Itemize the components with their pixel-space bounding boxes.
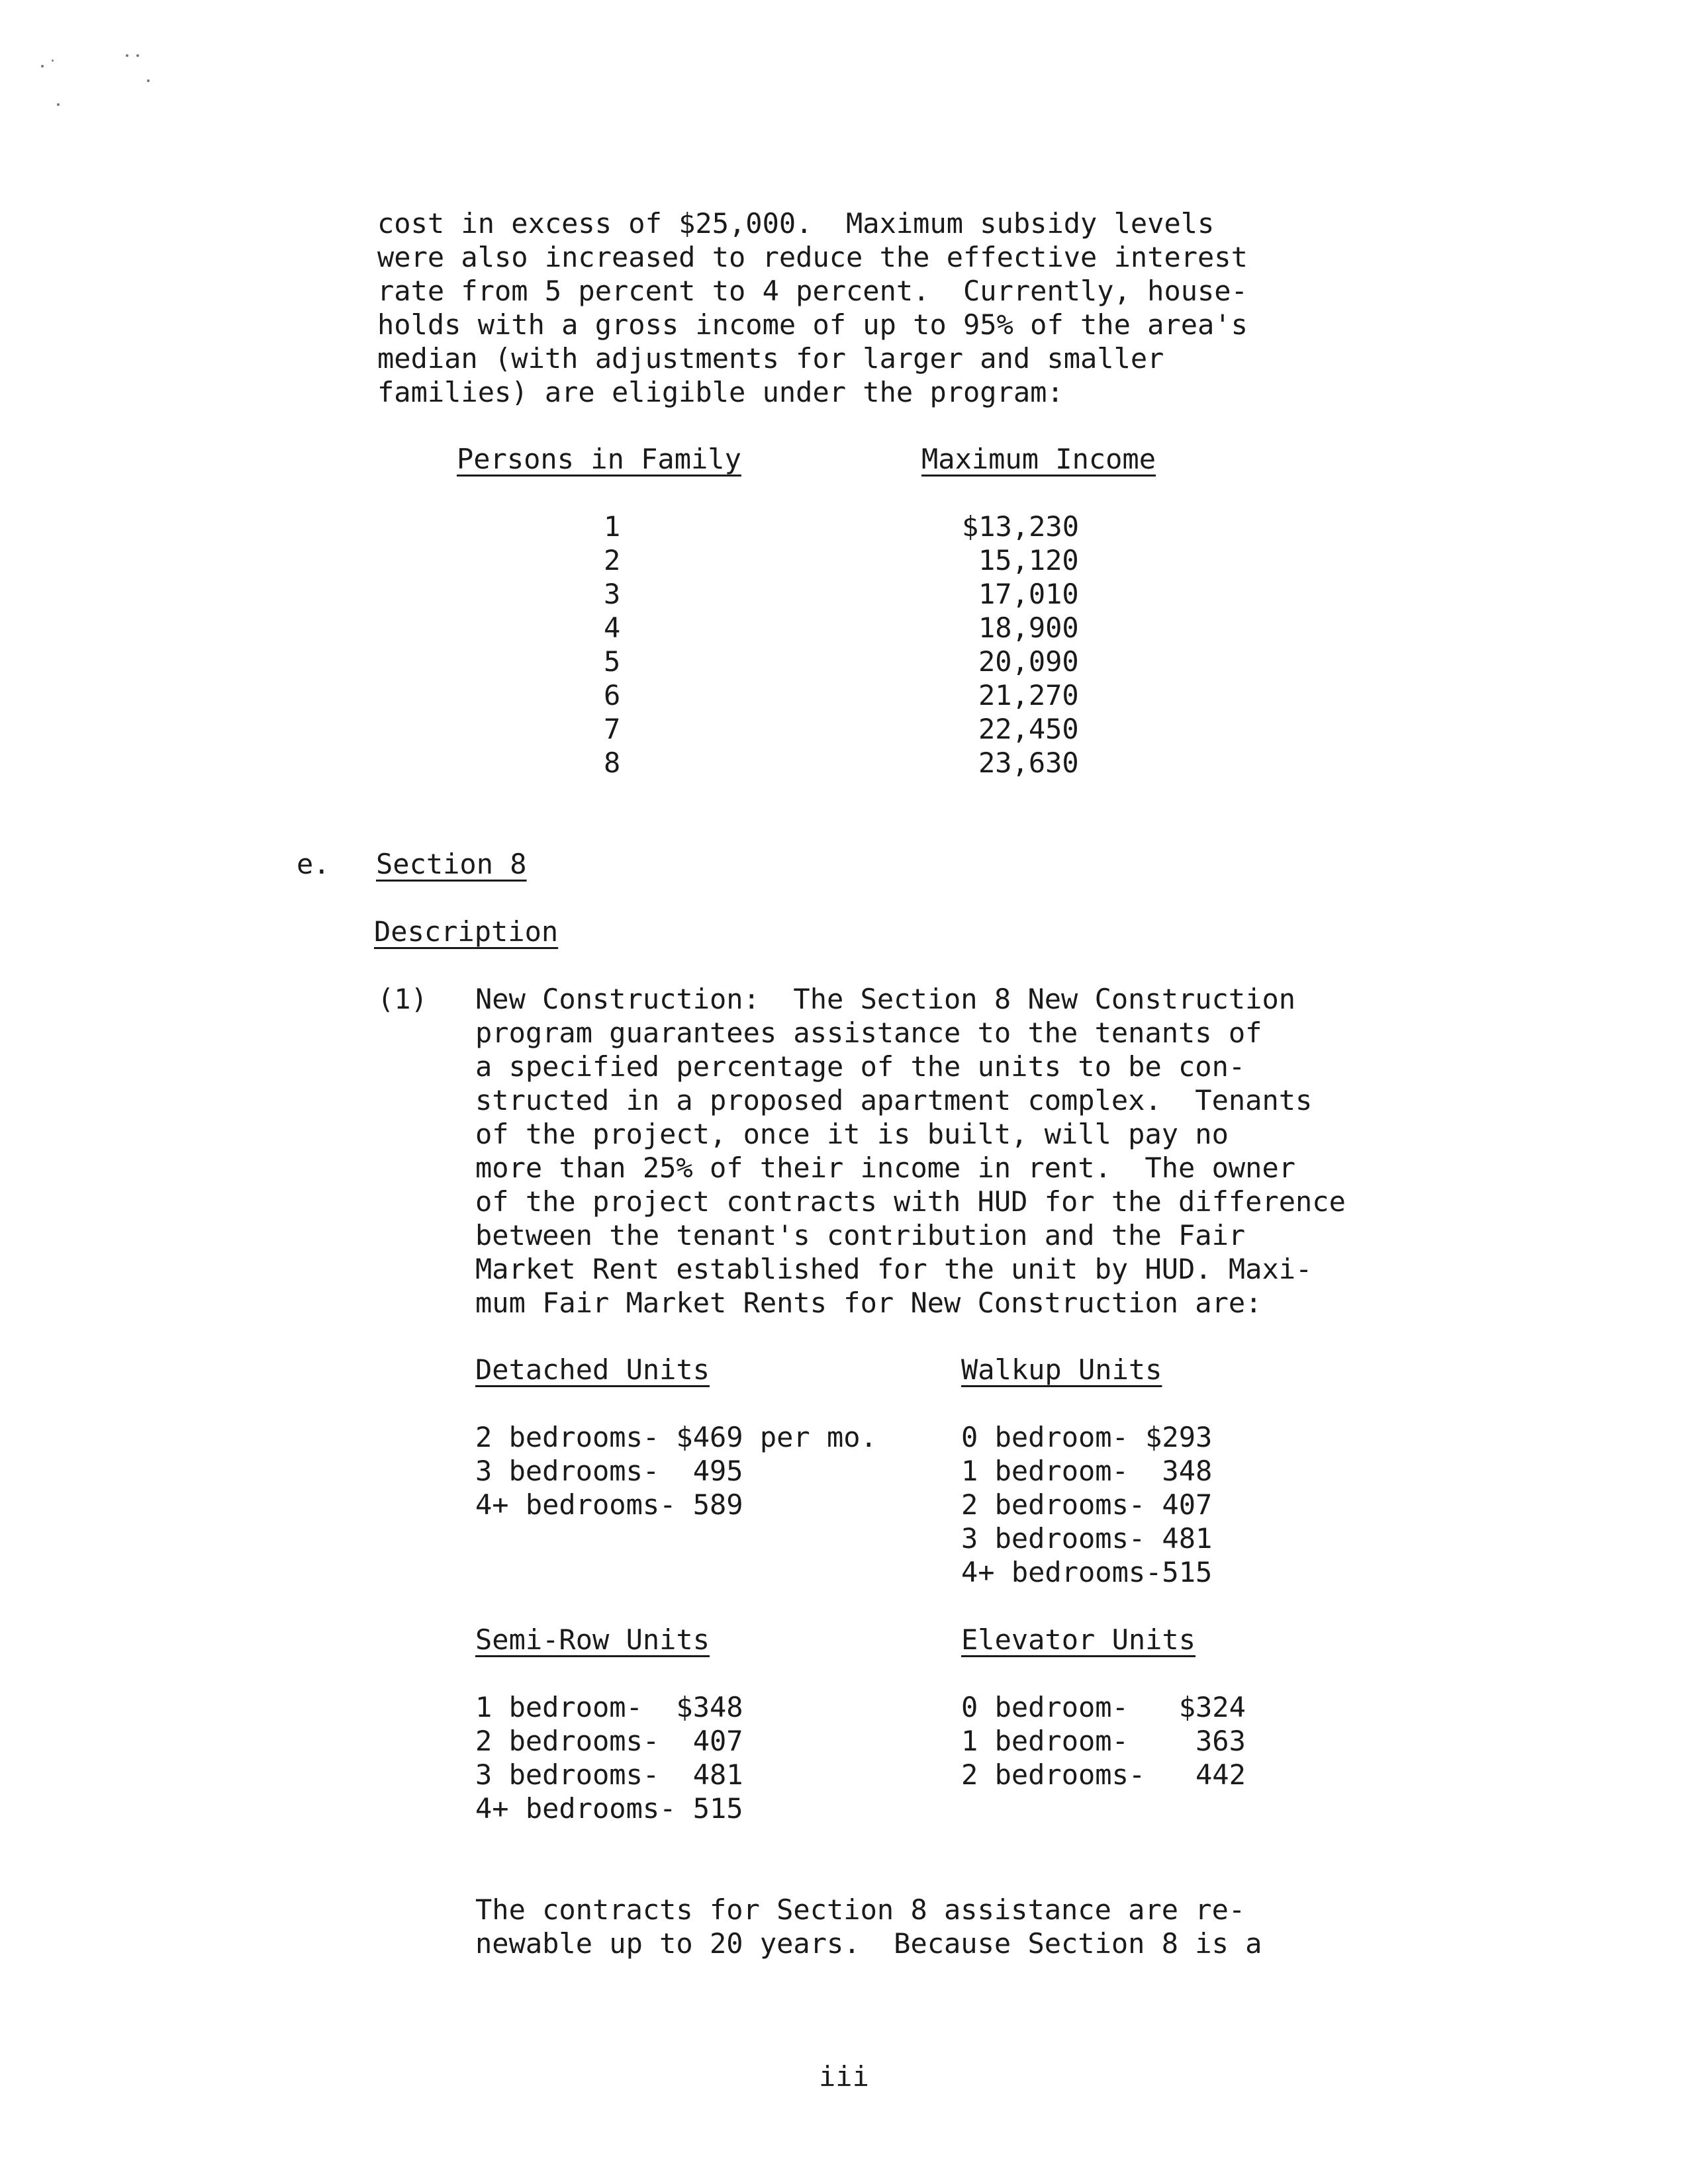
semi-row-units-heading: Semi-Row Units: [475, 1623, 710, 1656]
scan-speck: [41, 65, 44, 68]
walkup-rent-line: 0 bedroom- $293: [961, 1421, 1213, 1453]
elevator-rent-line: 0 bedroom- $324: [961, 1691, 1246, 1723]
scan-speck: [52, 60, 54, 62]
detached-rent-line: 2 bedrooms- $469 per mo.: [475, 1421, 877, 1453]
semi-row-rent-line: 1 bedroom- $348: [475, 1691, 743, 1723]
closing-line: The contracts for Section 8 assistance are re-: [475, 1893, 1246, 1926]
semi-row-rent-line: 3 bedrooms- 481: [475, 1758, 743, 1791]
income-cell: 15,120: [978, 544, 1079, 576]
detached-units-heading: Detached Units: [475, 1353, 710, 1386]
intro-line: median (with adjustments for larger and smaller: [377, 342, 1164, 375]
section-title: Section 8: [376, 848, 527, 880]
walkup-rent-line: 3 bedrooms- 481: [961, 1522, 1213, 1555]
persons-cell: 5: [604, 645, 621, 678]
income-cell: 17,010: [978, 578, 1079, 610]
intro-line: families) are eligible under the program:: [377, 376, 1064, 408]
income-cell: 20,090: [978, 645, 1079, 678]
item-line: program guarantees assistance to the tenants of: [475, 1017, 1262, 1049]
scan-speck: [147, 79, 150, 82]
persons-cell: 3: [604, 578, 621, 610]
item-marker: (1): [377, 983, 428, 1015]
scan-speck: [57, 103, 60, 106]
elevator-rent-line: 1 bedroom- 363: [961, 1725, 1246, 1757]
item-line: mum Fair Market Rents for New Construction are:: [475, 1287, 1262, 1319]
description-heading: Description: [374, 915, 559, 948]
income-cell: 21,270: [978, 679, 1079, 711]
section-marker: e.: [297, 848, 330, 880]
income-cell: 18,900: [978, 612, 1079, 644]
persons-cell: 6: [604, 679, 621, 711]
persons-cell: 8: [604, 747, 621, 779]
page-number: iii: [819, 2060, 869, 2093]
semi-row-rent-line: 2 bedrooms- 407: [475, 1725, 743, 1757]
maximum-income-header: Maximum Income: [921, 443, 1156, 475]
income-cell: $13,230: [962, 510, 1080, 543]
item-line: of the project contracts with HUD for the difference: [475, 1185, 1346, 1218]
item-line: New Construction: The Section 8 New Construction: [475, 983, 1296, 1015]
persons-cell: 2: [604, 544, 621, 576]
item-line: structed in a proposed apartment complex. Tenants: [475, 1084, 1313, 1116]
persons-cell: 7: [604, 713, 621, 745]
intro-line: cost in excess of $25,000. Maximum subsidy levels: [377, 207, 1215, 240]
detached-rent-line: 3 bedrooms- 495: [475, 1455, 743, 1487]
closing-line: newable up to 20 years. Because Section 8 is a: [475, 1927, 1262, 1960]
item-line: a specified percentage of the units to be con-: [475, 1050, 1246, 1083]
item-line: between the tenant's contribution and the Fair: [475, 1219, 1246, 1251]
walkup-rent-line: 1 bedroom- 348: [961, 1455, 1213, 1487]
scan-speck: [126, 54, 128, 57]
semi-row-rent-line: 4+ bedrooms- 515: [475, 1792, 743, 1825]
persons-cell: 4: [604, 612, 621, 644]
income-cell: 22,450: [978, 713, 1079, 745]
item-line: of the project, once it is built, will pay no: [475, 1118, 1229, 1150]
item-line: more than 25% of their income in rent. The owner: [475, 1152, 1296, 1184]
intro-line: holds with a gross income of up to 95% of the area's: [377, 308, 1248, 341]
persons-cell: 1: [604, 510, 621, 543]
intro-line: were also increased to reduce the effective interest: [377, 241, 1248, 273]
walkup-rent-line: 4+ bedrooms-515: [961, 1556, 1213, 1588]
detached-rent-line: 4+ bedrooms- 589: [475, 1488, 743, 1521]
income-cell: 23,630: [978, 747, 1079, 779]
walkup-rent-line: 2 bedrooms- 407: [961, 1488, 1213, 1521]
walkup-units-heading: Walkup Units: [961, 1353, 1162, 1386]
persons-in-family-header: Persons in Family: [457, 443, 741, 475]
scan-speck: [136, 54, 139, 57]
intro-line: rate from 5 percent to 4 percent. Currently, house-: [377, 275, 1248, 307]
elevator-units-heading: Elevator Units: [961, 1623, 1196, 1656]
item-line: Market Rent established for the unit by HUD. Maxi-: [475, 1253, 1313, 1285]
elevator-rent-line: 2 bedrooms- 442: [961, 1758, 1246, 1791]
